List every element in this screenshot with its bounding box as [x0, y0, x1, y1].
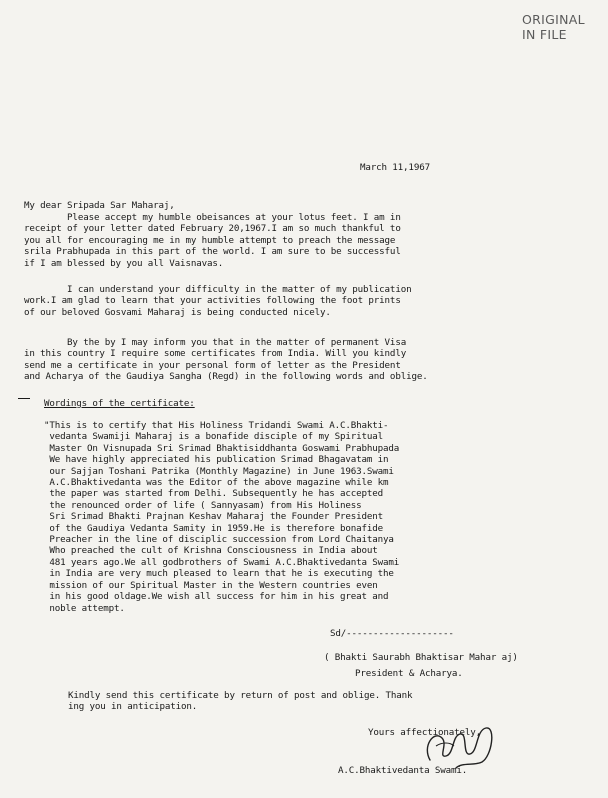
stamp-line-1: ORIGINAL: [522, 12, 585, 27]
paragraph-3: By the by I may inform you that in the matter of permanent Visa in this country I require some certificates from India. Will you kindly send me a certificate in your personal form of letter as the President and Acharya of the Gaudiya Sangha (Regd) in the following words and oblige.: [24, 337, 428, 383]
letter-date: March 11,1967: [360, 162, 430, 173]
certificate-heading: Wordings of the certificate:: [44, 398, 195, 409]
salutation: My dear Sripada Sar Maharaj,: [24, 200, 175, 211]
stamp-line-2: IN FILE: [522, 27, 567, 42]
signer-name: A.C.Bhaktivedanta Swami.: [338, 765, 468, 776]
margin-mark: [18, 398, 30, 399]
original-in-file-stamp: [522, 12, 586, 42]
paragraph-1: Please accept my humble obeisances at your lotus feet. I am in receipt of your letter dated February 20,1967.I am so much thankful to you all for encouraging me in my humble attempt to preach the message srila Prabhupada in this part of the world. I am sure to be successful if I am blessed by you all Vaisnavas.: [24, 212, 401, 269]
paragraph-4: Kindly send this certificate by return of post and oblige. Thank ing you in anticipation.: [68, 690, 413, 713]
closing: Yours affectionately,: [368, 727, 482, 738]
certificate-signatory-name: ( Bhakti Saurabh Bhaktisar Mahar aj): [324, 652, 518, 663]
certificate-text: "This is to certify that His Holiness Tridandi Swami A.C.Bhakti- vedanta Swamiji Maharaj is a bonafide disciple of my Spiritual Master On Visnupada Sri Srimad Bhaktisiddhanta Goswami Prabhupada We have highly appreciated his publication Srimad Bhagavatam in our Sajjan Toshani Patrika (Monthly Magazine) in June 1963.Swami A.C.Bhaktivedanta was the Editor of the above magazine while km the paper was started from Delhi. Subsequently he has accepted the renounced order of life ( Sannyasam) from His Holiness Sri Srimad Bhakti Prajnan Keshav Maharaj the Founder President of the Gaudiya Vedanta Samity in 1959.He is therefore bonafide Preacher in the line of disciplic succession from Lord Chaitanya Who preached the cult of Krishna Consciousness in India about 481 years ago.We all godbrothers of Swami A.C.Bhaktivedanta Swami in India are very much pleased to learn that he is executing the mission of our Spiritual Master in the Western countries even in his good oldage.We wish all success for him in his great and noble attempt.: [44, 420, 400, 614]
certificate-signature-line: Sd/--------------------: [330, 628, 454, 639]
certificate-signatory-title: President & Acharya.: [355, 668, 463, 679]
paragraph-2: I can understand your difficulty in the matter of my publication work.I am glad to learn that your activities following the foot prints of our beloved Gosvami Maharaj is being conducted nicely.: [24, 284, 412, 318]
